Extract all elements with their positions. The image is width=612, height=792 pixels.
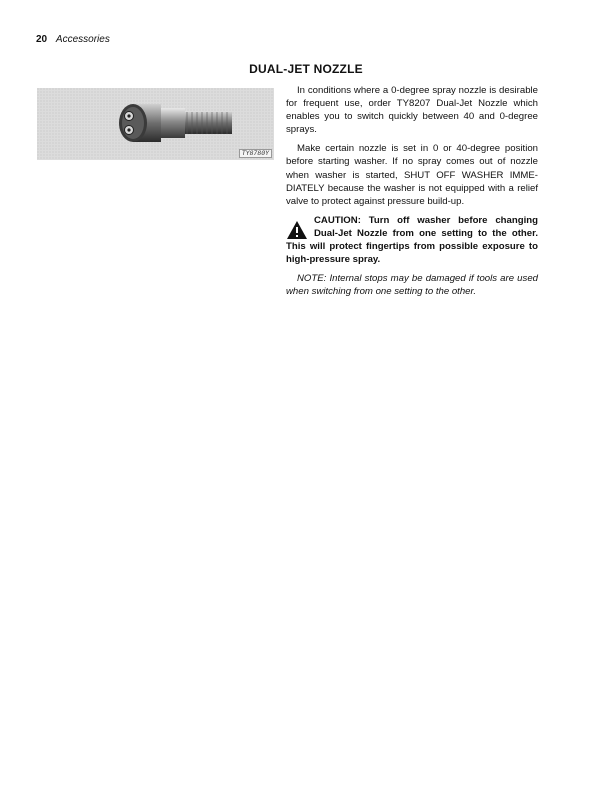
setting-paragraph: Make certain nozzle is set in 0 or 40-degree position before starting washer. If no spray comes out of nozzle when washer is started, SHUT OFF WASHER IMME-DIATELY because the washer is not equipped with a relief valve to protect against pressure build-up. — [286, 143, 538, 207]
caution-text: CAUTION: Turn off washer before changing Dual-Jet Nozzle from one setting to the other. This will protect fingertips from possible exposure to high-pressure spray. — [286, 214, 538, 266]
page-number: 20 — [36, 34, 48, 45]
warning-triangle-icon — [286, 220, 308, 240]
section-name: Accessories — [55, 34, 110, 45]
page-header — [36, 34, 110, 45]
page-title: DUAL-JET NOZZLE — [249, 62, 363, 76]
caution-block — [286, 214, 538, 266]
body-text — [286, 84, 538, 304]
nozzle-figure — [37, 88, 274, 160]
figure-code: TY8780Y — [239, 149, 272, 158]
note-paragraph: NOTE: Internal stops may be damaged if tools are used when switching from one setting to the other. — [286, 273, 538, 298]
intro-paragraph: In conditions where a 0-degree spray nozzle is desirable for frequent use, order TY8207 Dual-Jet Nozzle which enables you to switch quickly between 40 and 0-degree sprays. — [286, 85, 538, 136]
